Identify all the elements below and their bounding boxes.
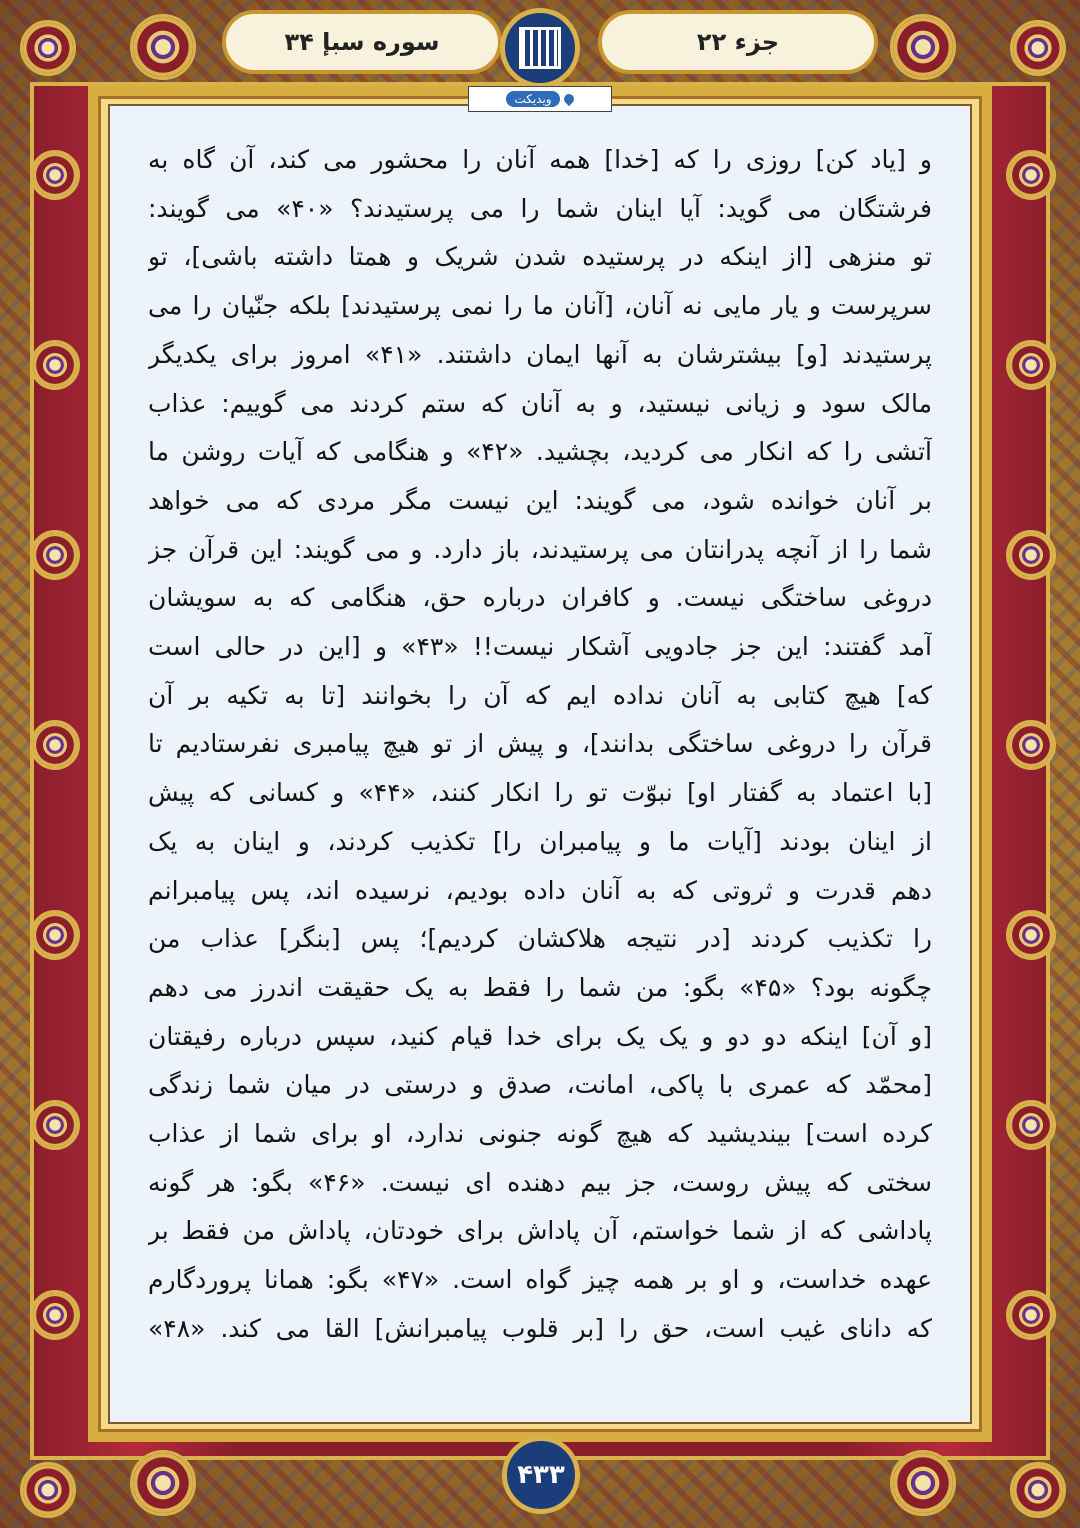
text-line: که] هیچ کتابی به آنان نداده ایم که آن را بخوانند [تا به تکیه بر آن (148, 680, 932, 710)
floral-medallion-icon (1006, 910, 1056, 960)
text-line: فرشتگان می گوید: آیا اینان شما را می پرستیدند؟ «۴۰» می گویند: (148, 193, 932, 223)
location-pin-icon (562, 92, 576, 106)
text-line: را تکذیب کردند [در نتیجه هلاکشان کردیم]؛ پس [بنگر] عذاب من (148, 924, 932, 954)
page-number-text: ۴۳۳ (517, 1460, 565, 1490)
text-line: مالک سود و زیانی نیستید، و به آنان که ستم کردند می گوییم: عذاب (148, 388, 932, 418)
text-line: پرستیدند [و] بیشترشان به آنها ایمان داشتند. «۴۱» امروز برای یکدیگر (148, 339, 932, 369)
page-number (502, 1436, 580, 1514)
floral-medallion-icon (30, 530, 80, 580)
text-line: سرپرست و یار مایی نه آنان، [آنان ما را نمی پرستیدند] بلکه جنّیان را می (148, 291, 932, 321)
floral-medallion-icon (20, 20, 76, 76)
text-line: بر آنان خوانده شود، می گویند: این نیست مگر مردی که می خواهد (148, 485, 932, 515)
surah-label-text: سوره سبإ ۳۴ (284, 28, 440, 56)
quran-logo-icon (500, 8, 580, 88)
floral-medallion-icon (1006, 1290, 1056, 1340)
juz-label (598, 10, 878, 74)
floral-medallion-icon (1006, 720, 1056, 770)
logo-pattern (519, 27, 561, 69)
juz-label-text: جزء ۲۲ (696, 28, 780, 56)
translation-text (148, 136, 932, 1354)
floral-medallion-icon (890, 1450, 956, 1516)
floral-medallion-icon (30, 1290, 80, 1340)
floral-medallion-icon (890, 14, 956, 80)
source-tag[interactable] (468, 86, 612, 112)
floral-medallion-icon (30, 1100, 80, 1150)
floral-medallion-icon (30, 720, 80, 770)
text-line: [و آن] اینکه دو دو و یک یک برای خدا قیام کنید، سپس درباره رفیقتان (148, 1021, 932, 1051)
text-line: آتشی را که انکار می کردید، بچشید. «۴۲» و هنگامی که آیات روشن ما (148, 437, 932, 467)
text-line: دهم قدرت و ثروتی که به آنان داده بودیم، نرسیده اند، پس پیامبرانم (148, 875, 932, 905)
floral-medallion-icon (1010, 1462, 1066, 1518)
surah-label (222, 10, 502, 74)
floral-medallion-icon (1010, 20, 1066, 76)
source-tag-label: ویدیکت (506, 91, 559, 107)
floral-medallion-icon (1006, 340, 1056, 390)
text-line: کرده است] بیندیشید که هیچ گونه جنونی ندارد، او برای شما از عذاب (148, 1119, 932, 1149)
floral-medallion-icon (1006, 150, 1056, 200)
text-line: از اینان بودند [آیات ما و پیامبران را] تکذیب کردند، و اینان به یک (148, 826, 932, 856)
floral-medallion-icon (30, 910, 80, 960)
text-line: چگونه بود؟ «۴۵» بگو: من شما را فقط به یک حقیقت اندرز می دهم (148, 972, 932, 1002)
text-line: که دانای غیب است، حق را [بر قلوب پیامبرانش] القا می کند. «۴۸» (148, 1313, 932, 1343)
floral-medallion-icon (30, 340, 80, 390)
floral-medallion-icon (130, 14, 196, 80)
text-line: [با اعتماد به گفتار او] نبوّت تو را انکار کنند، «۴۴» و کسانی که پیش (148, 778, 932, 808)
text-line: شما را از آنچه پدرانتان می پرستیدند، باز دارد. و می گویند: این قرآن جز (148, 534, 932, 564)
text-line: سختی که پیش روست، جز بیم دهنده ای نیست. «۴۶» بگو: هر گونه (148, 1167, 932, 1197)
text-line: [محمّد که عمری با پاکی، امانت، صدق و درستی در میان شما زندگی (148, 1070, 932, 1100)
floral-medallion-icon (1006, 1100, 1056, 1150)
floral-medallion-icon (130, 1450, 196, 1516)
text-line: قرآن را دروغی ساختگی بدانند]، و پیش از تو هیچ پیامبری نفرستادیم تا (148, 729, 932, 759)
floral-medallion-icon (20, 1462, 76, 1518)
text-line: آمد گفتند: این جز جادویی آشکار نیست!! «۴۳» و [این در حالی است (148, 632, 932, 662)
text-line: تو منزهی [از اینکه در پرستیده شدن شریک و همتا داشته باشی]، تو (148, 242, 932, 272)
text-line: دروغی ساختگی نیست. و کافران درباره حق، هنگامی که به سویشان (148, 583, 932, 613)
text-line: پاداشی که از شما خواستم، آن پاداش برای خودتان، پاداش من فقط بر (148, 1216, 932, 1246)
text-line: و [یاد کن] روزی را که [خدا] همه آنان را محشور می کند، آن گاه به (148, 145, 932, 174)
text-line: عهده خداست، و او بر همه چیز گواه است. «۴۷» بگو: همانا پروردگارم (148, 1265, 932, 1295)
floral-medallion-icon (1006, 530, 1056, 580)
floral-medallion-icon (30, 150, 80, 200)
